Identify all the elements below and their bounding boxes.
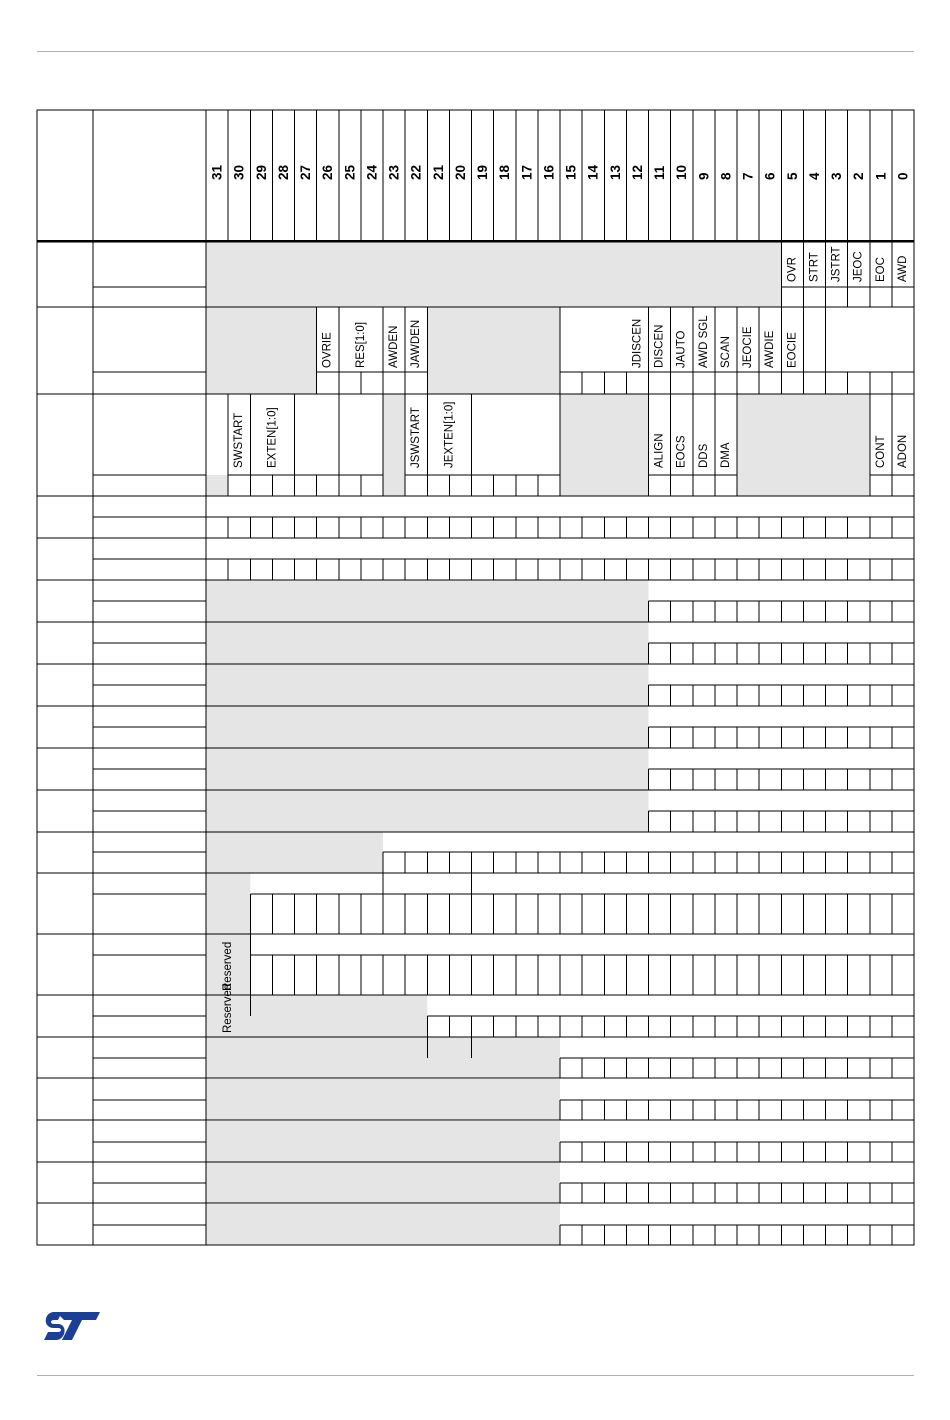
reserved-cell: [206, 995, 427, 1037]
control2-field-7: DMA: [719, 442, 732, 468]
control1-field-5: DISCEN: [653, 324, 666, 368]
bit-number: 20: [452, 164, 468, 180]
bit-number: 11: [652, 165, 668, 180]
reserved-cell: [383, 394, 405, 496]
status-field-1: STRT: [808, 252, 821, 282]
bit-number: 29: [253, 164, 269, 180]
reserved-cell: [560, 394, 649, 496]
control2-field-2: JSWSTART: [410, 407, 423, 468]
control1-field-11: EOCIE: [786, 332, 799, 368]
reserved-label: Reserved: [222, 941, 235, 991]
control1-field-1: RES[1:0]: [354, 321, 367, 368]
bit-number: 30: [231, 164, 247, 180]
bit-number: 8: [718, 172, 734, 180]
bit-number: 6: [762, 172, 778, 180]
control1-field-6: JAUTO: [675, 330, 688, 368]
bit-number: 28: [275, 164, 291, 180]
st-logo-icon: [42, 1308, 102, 1342]
reserved-cell: [206, 1079, 560, 1120]
reserved-cell: [206, 1037, 560, 1078]
status-field-5: AWD: [896, 255, 909, 282]
bit-number: 13: [607, 164, 623, 180]
reserved-cell: [206, 1121, 560, 1162]
bit-number: 23: [386, 164, 402, 180]
bit-number: 5: [784, 172, 800, 180]
bit-number: 21: [430, 164, 446, 180]
control1-field-9: JEOCIE: [742, 326, 755, 368]
status-field-2: JSTRT: [830, 246, 843, 282]
reserved-cell: [206, 1204, 560, 1245]
reserved-cell: [206, 1162, 560, 1203]
bit-number: 12: [629, 164, 645, 180]
control1-field-0: OVRIE: [321, 332, 334, 368]
reserved-cell: [206, 748, 649, 790]
control2-field-8: CONT: [874, 435, 887, 468]
bit-number: 19: [475, 164, 491, 180]
footer-rule: [37, 1375, 914, 1376]
control1-field-7: AWD SGL: [697, 315, 710, 368]
reserved-cell: [206, 664, 649, 706]
reserved-cell: [206, 307, 317, 394]
control2-field-3: JEXTEN[1:0]: [443, 401, 456, 468]
bit-number: 26: [320, 164, 336, 180]
bit-number: 14: [585, 164, 601, 180]
control2-field-6: DDS: [697, 443, 710, 468]
control1-field-2: AWDEN: [388, 325, 401, 368]
bit-number: 9: [696, 172, 712, 180]
control2-field-5: EOCS: [675, 435, 688, 468]
control1-field-10: AWDIE: [764, 330, 777, 368]
bit-number: 17: [519, 164, 535, 180]
bit-number: 2: [851, 172, 867, 180]
control2-field-0: SWSTART: [233, 412, 246, 468]
reserved-cell: [206, 475, 228, 496]
status-field-4: EOC: [874, 257, 887, 282]
bit-number: 27: [298, 164, 314, 180]
status-field-0: OVR: [786, 257, 799, 282]
control1-field-8: SCAN: [719, 336, 732, 368]
reserved-cell: [206, 873, 250, 934]
reserved-cell: [206, 790, 649, 832]
control2-field-9: ADON: [896, 434, 909, 468]
bit-number: 7: [740, 172, 756, 180]
reserved-cell: [427, 307, 560, 394]
reserved-cell: [737, 394, 870, 496]
bit-number: 22: [408, 164, 424, 180]
bit-number: 10: [674, 164, 690, 180]
reserved-cell: [206, 580, 649, 622]
bit-number: 15: [563, 164, 579, 180]
bit-number: 18: [497, 164, 513, 180]
bit-number: 4: [806, 172, 822, 180]
bit-number: 3: [829, 172, 845, 180]
control1-field-4: JDISCEN: [631, 318, 644, 368]
control2-field-1: EXTEN[1:0]: [266, 407, 279, 468]
bit-number: 1: [873, 172, 889, 180]
bit-number: 16: [541, 164, 557, 180]
bit-number: 24: [364, 164, 380, 180]
control1-field-3: JAWDEN: [410, 319, 423, 368]
reserved-cell: [206, 622, 649, 664]
register-map-grid: [37, 110, 914, 1245]
bit-number: 31: [209, 164, 225, 180]
reserved-label: Reserved: [222, 983, 235, 1033]
bit-number: 25: [342, 164, 358, 180]
control2-field-4: ALIGN: [653, 433, 666, 468]
reserved-cell: [206, 241, 781, 307]
status-field-3: JEOC: [852, 251, 865, 282]
bit-number: 0: [895, 172, 911, 180]
reserved-cell: [206, 832, 383, 873]
reserved-cell: [206, 706, 649, 748]
